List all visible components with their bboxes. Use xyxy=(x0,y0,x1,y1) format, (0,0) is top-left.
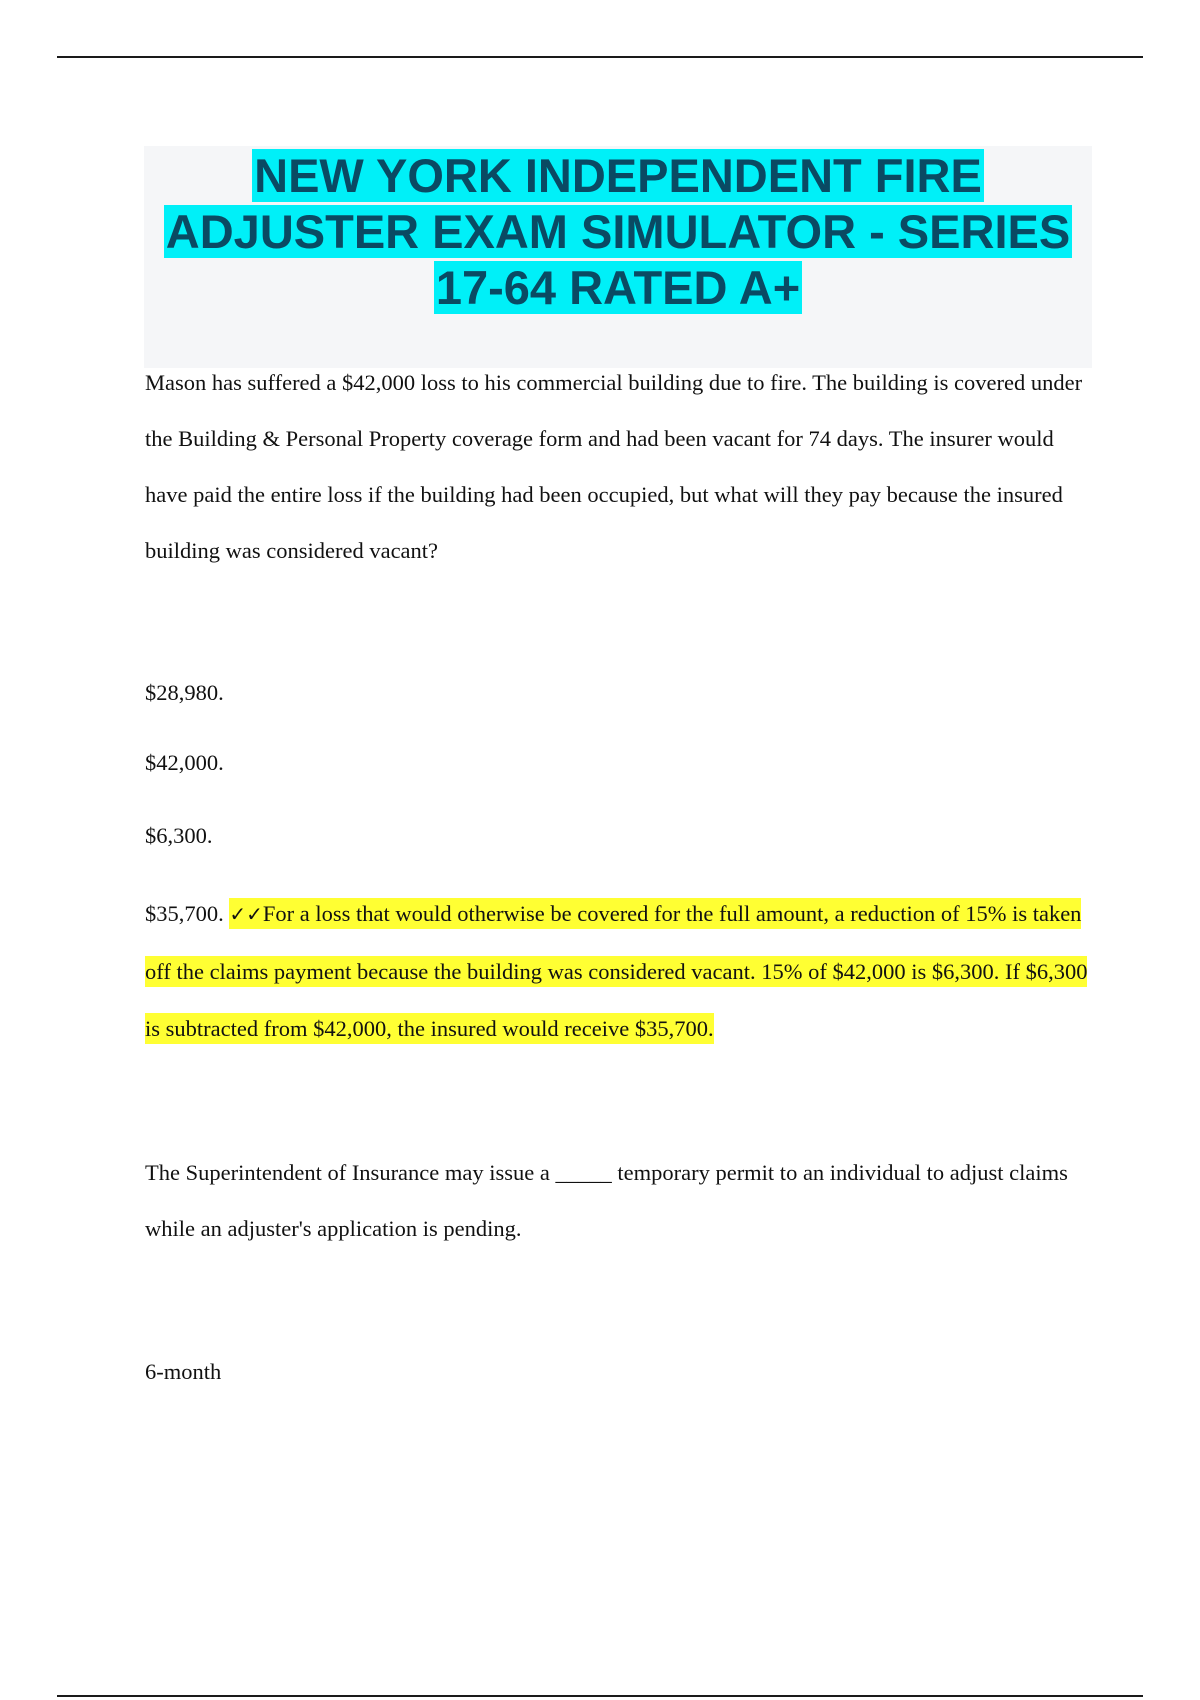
answer-highlight xyxy=(145,898,1087,1044)
title-line-1: NEW YORK INDEPENDENT FIRE xyxy=(254,149,982,202)
bottom-rule xyxy=(57,1695,1143,1697)
question-1-option-1: $28,980. xyxy=(145,680,224,705)
question-1-option-3: $6,300. xyxy=(145,823,213,848)
top-rule xyxy=(57,56,1143,58)
title-line-2: ADJUSTER EXAM SIMULATOR - SERIES xyxy=(165,205,1071,258)
question-1-text: Mason has suffered a $42,000 loss to his commercial building due to fire. The building is covered under the Building & Personal Property coverage form and had been vacant for 74 days. The insurer would have paid the entire loss if the building had been occupied, but what will they pay because the insured building was considered vacant? xyxy=(145,370,1083,563)
title-block xyxy=(144,146,1092,368)
document-title xyxy=(144,146,1092,316)
title-line-3: 17-64 RATED A+ xyxy=(435,261,801,314)
question-2-text: The Superintendent of Insurance may issue a _____ temporary permit to an individual to adjust claims while an adjuster's application is pending. xyxy=(145,1160,1068,1241)
question-1-option-2: $42,000. xyxy=(145,750,224,775)
question-1-answer xyxy=(145,885,1095,1057)
question-2-answer: 6-month xyxy=(145,1359,222,1384)
double-check-icon: ✓✓ xyxy=(229,902,263,926)
answer-explanation: For a loss that would otherwise be covered for the full amount, a reduction of 15% is taken off the claims payment because the building was considered vacant. 15% of $42,000 is $6,300. If $6,300 is subtracted from $42,000, the insured would receive $35,700. xyxy=(145,901,1088,1041)
answer-value: $35,700. xyxy=(145,901,224,926)
